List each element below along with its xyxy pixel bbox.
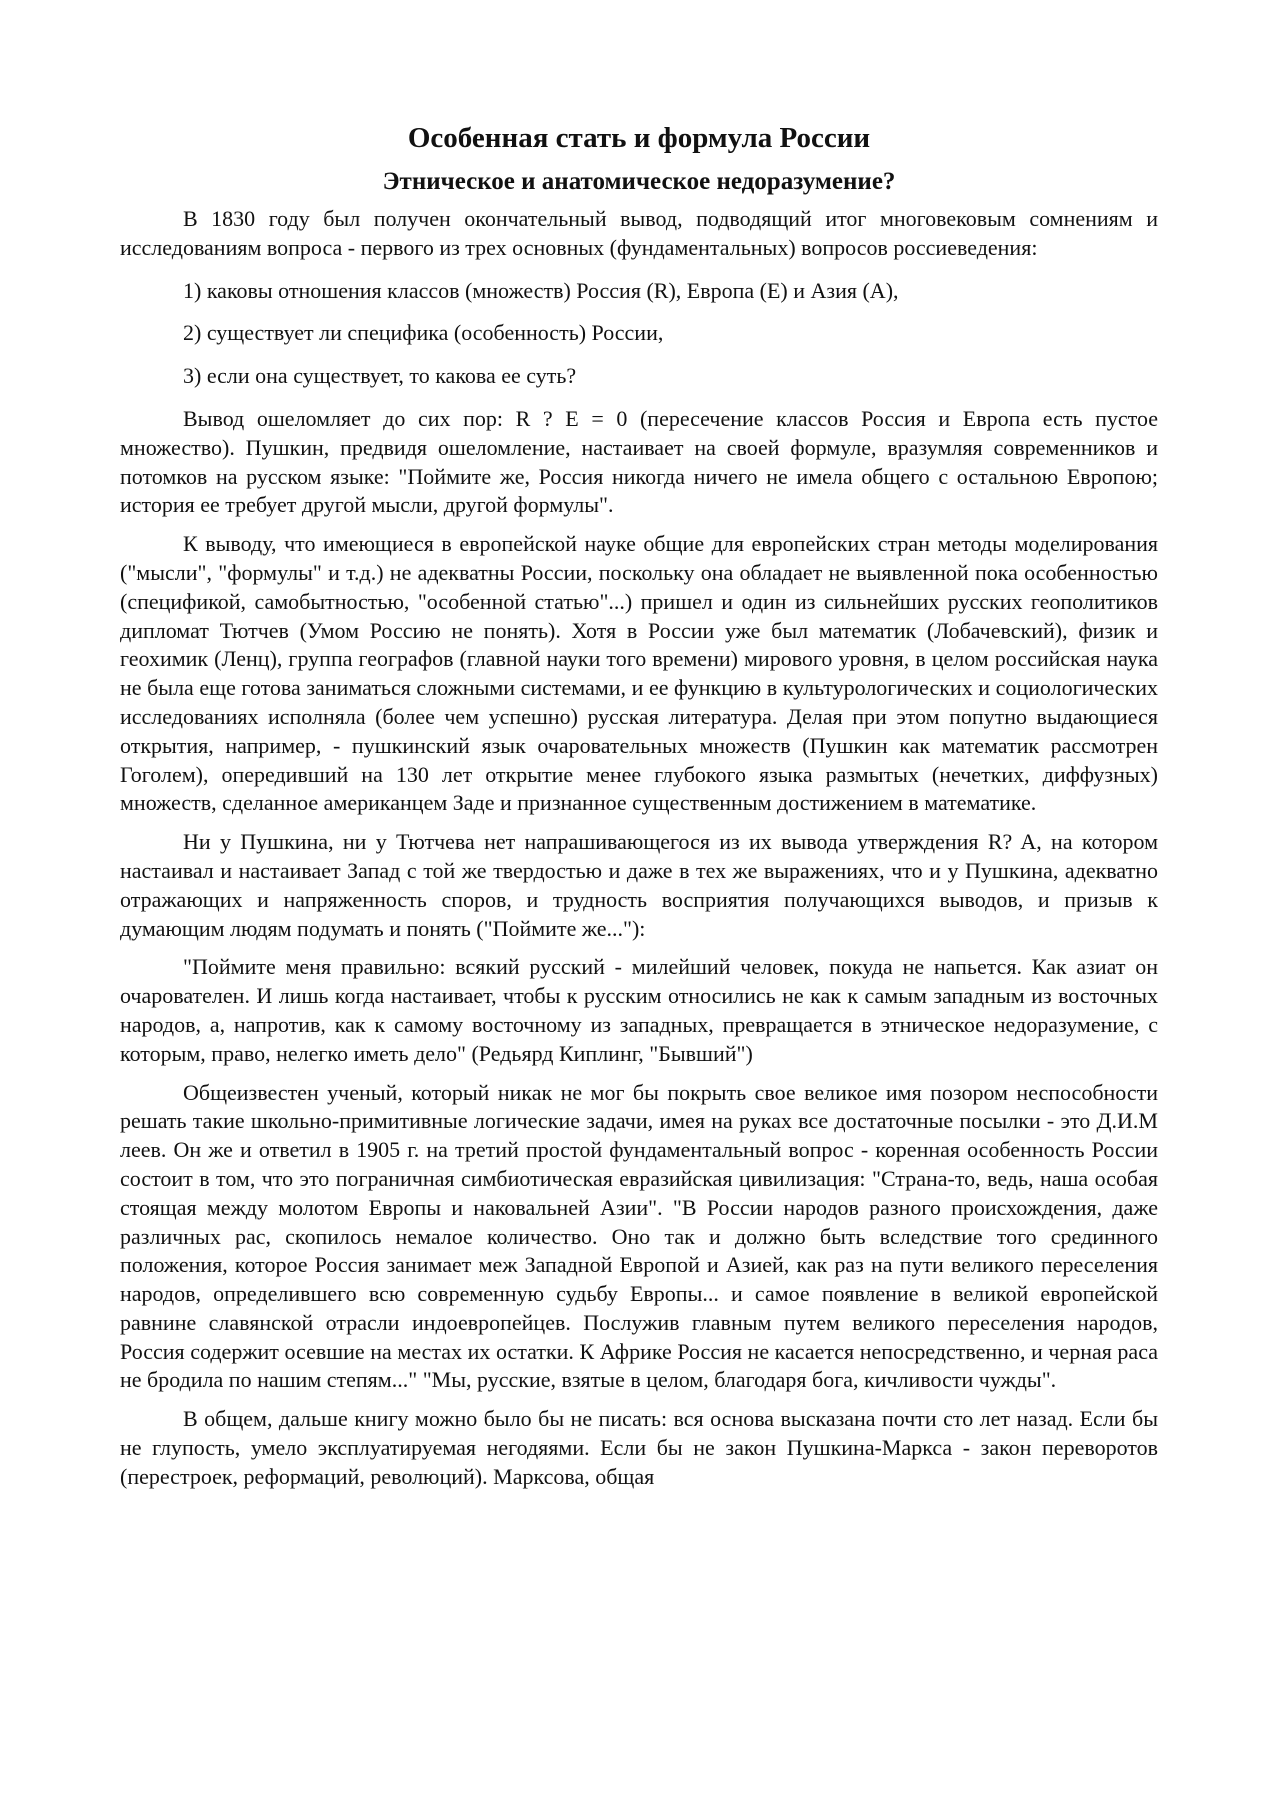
paragraph-conclusion: Вывод ошеломляет до сих пор: R ? E = 0 (пересечение классов Россия и Европа есть пустое множество). Пушкин, предвидя ошеломление, настаивает на своей формуле, вразумляя современников и потомков на русском языке: "Поймите же, Россия никогда ничего не имела общего с остальною Европою; история ее требует другой мысли, другой формулы". xyxy=(120,405,1158,518)
document-page xyxy=(120,118,1158,1502)
paragraph-mendeleev: Общеизвестен ученый, который никак не мог бы покрыть свое великое имя позором неспособности решать такие школьно-примитивные логические задачи, имея на руках все достаточные посылки - это Д.И.М леев. Он же и ответил в 1905 г. на третий простой фундаментальный вопрос - коренная особенность России состоит в том, что это пограничная симбиотическая евразийская цивилизация: "Страна-то, ведь, наша особая стоящая между молотом Европы и наковальней Азии". "В России народов разного происхождения, даже различных рас, скопилось немалое количество. Оно так и должно быть вследствие того срединного положения, которое Россия занимает меж Западной Европой и Азией, как раз на пути великого переселения народов, определившего всю современную судьбу Европы... и самое появление в великой европейской равнине славянской отрасли индоевропейцев. Послужив главным путем великого переселения народов, Россия содержит осевшие на местах их остатки. К Африке Россия не касается непосредственно, и черная раса не бродила по нашим степям..." "Мы, русские, взятые в целом, благодаря бога, кичливости чужды". xyxy=(120,1079,1158,1393)
document-title: Особенная стать и формула России xyxy=(407,122,871,154)
document-subtitle: Этническое и анатомическое недоразумение? xyxy=(382,168,896,195)
list-item-2: 2) существует ли специфика (особенность) России, xyxy=(183,320,664,346)
paragraph-closing: В общем, дальше книгу можно было бы не писать: вся основа высказана почти сто лет назад. Если бы не глупость, умело эксплуатируемая негодяями. Если бы не закон Пушкина-Маркса - закон переворотов (перестроек, реформаций, революций). Марксова, общая xyxy=(120,1406,1158,1489)
paragraph-tyutchev: К выводу, что имеющиеся в европейской науке общие для европейских стран методы моделирования ("мысли", "формулы" и т.д.) не адекватны России, поскольку она обладает не выявленной пока особенностью (спецификой, самобытностью, "особенной статью"...) пришел и один из сильнейших русских геополитиков дипломат Тютчев (Умом Россию не понять). Хотя в России уже был математик (Лобачевский), физик и геохимик (Ленц), группа географов (главной науки того времени) мирового уровня, в целом российская наука не была еще готова заниматься сложными системами, и ее функцию в культурологических и социологических исследованиях исполняла (более чем успешно) русская литература. Делая при этом попутно выдающиеся открытия, например, - пушкинский язык очаровательных множеств (Пушкин как математик рассмотрен Гоголем), опередивший на 130 лет открытие менее глубокого языка размытых (нечетких, диффузных) множеств, сделанное американцем Заде и признанное существенным достижением в математике. xyxy=(120,531,1158,816)
paragraph-west-claim: Ни у Пушкина, ни у Тютчева нет напрашивающегося из их вывода утверждения R? A, на котором настаивал и настаивает Запад с той же твердостью и даже в тех же выражениях, что и у Пушкина, адекватно отражающих и напряженность споров, и трудность восприятия получающихся выводов, и призыв к думающим людям подумать и понять ("Поймите же..."): xyxy=(120,829,1158,941)
list-item-3: 3) если она существует, то какова ее суть? xyxy=(183,363,577,389)
paragraph-kipling-quote: "Поймите меня правильно: всякий русский - милейший человек, покуда не напьется. Как азиат он очарователен. И лишь когда настаивает, чтобы к русским относились не как к самым западным из восточных народов, а, напротив, как к самому восточному из западных, превращается в этническое недоразумение, с которым, право, нелегко иметь дело" (Редьярд Киплинг, "Бывший") xyxy=(120,954,1158,1066)
paragraph-intro: В 1830 году был получен окончательный вывод, подводящий итог многовековым сомнениям и исследованиям вопроса - первого из трех основных (фундаментальных) вопросов россиеведения: xyxy=(120,206,1158,260)
list-item-1: 1) каковы отношения классов (множеств) Россия (R), Европа (Е) и Азия (А), xyxy=(183,277,899,303)
